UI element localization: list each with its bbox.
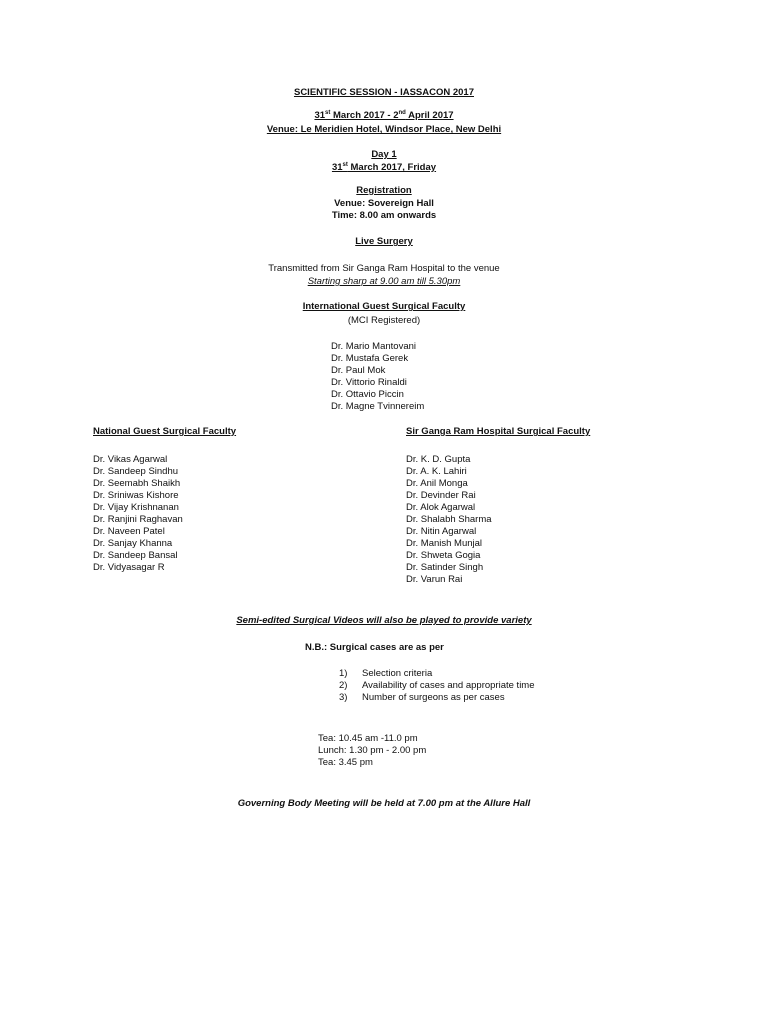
nb-label: N.B.: Surgical cases are as per	[305, 642, 444, 653]
day-label: Day 1	[371, 149, 397, 160]
list-item: Dr. Shalabh Sharma	[406, 514, 492, 525]
list-item: Dr. Ottavio Piccin	[331, 389, 404, 400]
list-item: Dr. Vidyasagar R	[93, 562, 165, 573]
list-item: Tea: 3.45 pm	[318, 757, 373, 768]
sgrh-heading: Sir Ganga Ram Hospital Surgical Faculty	[406, 426, 591, 437]
videos-note: Semi-edited Surgical Videos will also be played to provide variety	[236, 615, 532, 626]
list-item: 2) Availability of cases and appropriate time	[339, 680, 535, 691]
list-item: Dr. A. K. Lahiri	[406, 466, 467, 477]
international-faculty-list	[331, 341, 424, 413]
list-item: Dr. Varun Rai	[406, 574, 463, 585]
registration-venue: Venue: Sovereign Hall	[334, 198, 434, 209]
breaks-list	[318, 733, 426, 769]
event-dates: 31st March 2017 - 2nd April 2017	[314, 109, 454, 121]
list-item: Dr. Mario Mantovani	[331, 341, 417, 352]
list-item: Dr. Seemabh Shaikh	[93, 478, 181, 489]
list-item: Dr. Sanjay Khanna	[93, 538, 173, 549]
day-date: 31st March 2017, Friday	[331, 161, 437, 173]
governing-body-note: Governing Body Meeting will be held at 7.00 pm at the Allure Hall	[237, 798, 531, 809]
list-item: Dr. Ranjini Raghavan	[93, 514, 183, 525]
list-item: Dr. Anil Monga	[406, 478, 468, 489]
international-heading: International Guest Surgical Faculty	[302, 301, 466, 312]
list-item: Dr. Vijay Krishnanan	[93, 502, 179, 513]
list-item: Dr. Manish Munjal	[406, 538, 483, 549]
sgrh-faculty-list	[406, 454, 492, 586]
list-item: 1) Selection criteria	[339, 668, 433, 679]
list-item: Dr. Alok Agarwal	[406, 502, 476, 513]
list-item: Dr. Paul Mok	[331, 365, 386, 376]
international-note: (MCI Registered)	[347, 315, 421, 326]
registration-heading: Registration	[356, 185, 412, 196]
nb-criteria-list	[339, 668, 535, 704]
list-item: Dr. Satinder Singh	[406, 562, 484, 573]
list-item: Dr. Sandeep Bansal	[93, 550, 178, 561]
event-venue: Venue: Le Meridien Hotel, Windsor Place, New Delhi	[266, 124, 502, 135]
list-item: Dr. Sriniwas Kishore	[93, 490, 179, 501]
list-item: Dr. Mustafa Gerek	[331, 353, 409, 364]
list-item: Dr. Vittorio Rinaldi	[331, 377, 407, 388]
list-item: Dr. Shweta Gogia	[406, 550, 481, 561]
list-item: Dr. Nitin Agarwal	[406, 526, 477, 537]
document-title: SCIENTIFIC SESSION - IASSACON 2017	[293, 87, 474, 98]
national-heading: National Guest Surgical Faculty	[93, 426, 237, 437]
list-item: Tea: 10.45 am -11.0 pm	[318, 733, 418, 744]
list-item: Dr. Sandeep Sindhu	[93, 466, 179, 477]
live-surgery-timing: Starting sharp at 9.00 am till 5.30pm	[307, 276, 461, 287]
live-surgery-transmitted: Transmitted from Sir Ganga Ram Hospital to the venue	[268, 263, 500, 274]
list-item: Dr. Magne Tvinnereim	[331, 401, 425, 412]
registration-time: Time: 8.00 am onwards	[331, 210, 437, 221]
list-item: Lunch: 1.30 pm - 2.00 pm	[318, 745, 427, 756]
list-item: Dr. Naveen Patel	[93, 526, 165, 537]
live-surgery-heading: Live Surgery	[355, 236, 413, 247]
list-item: 3) Number of surgeons as per cases	[339, 692, 505, 703]
national-faculty-list	[93, 454, 183, 574]
list-item: Dr. Vikas Agarwal	[93, 454, 168, 465]
list-item: Dr. K. D. Gupta	[406, 454, 471, 465]
list-item: Dr. Devinder Rai	[406, 490, 476, 501]
